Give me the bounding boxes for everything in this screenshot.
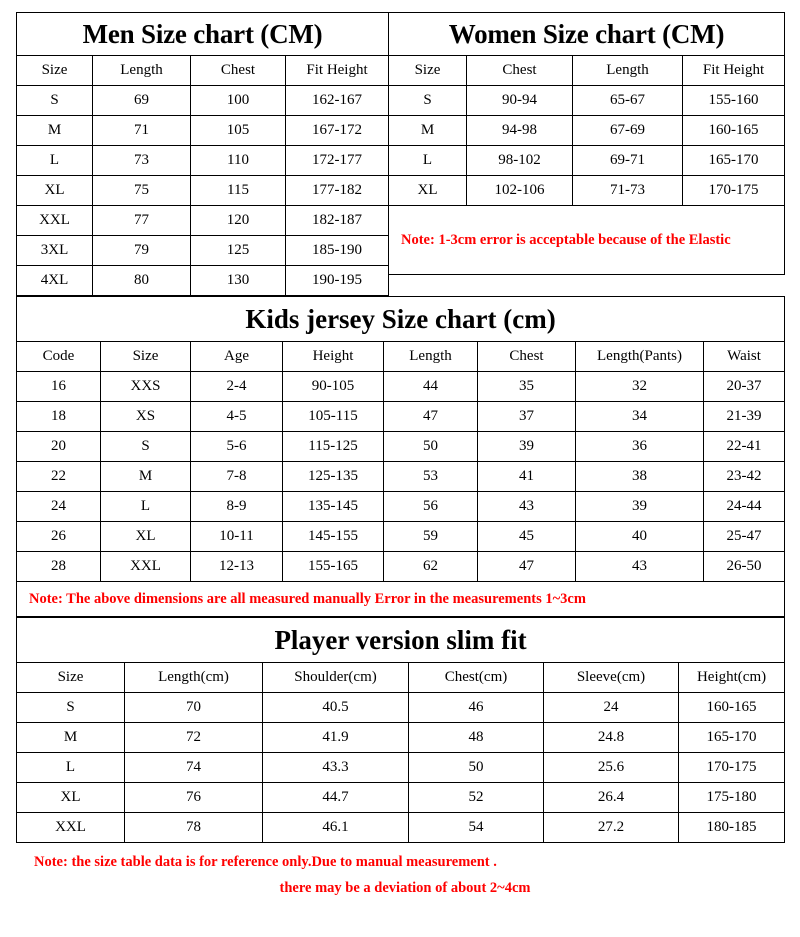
table-row [389, 86, 785, 116]
kids-measurement-note: Note: The above dimensions are all measured manually Error in the measurements 1~3cm [17, 582, 785, 617]
men-header-chest: Chest [191, 56, 286, 86]
cell-height: 105-115 [283, 402, 384, 432]
player-version-table [16, 617, 785, 843]
cell-chest: 48 [409, 723, 544, 753]
cell-length: 74 [125, 753, 263, 783]
cell-length: 65-67 [573, 86, 683, 116]
cell-length: 62 [384, 552, 478, 582]
cell-shoulder: 41.9 [263, 723, 409, 753]
top-charts-row [16, 12, 784, 296]
cell-length: 71 [93, 116, 191, 146]
cell-sleeve: 24 [544, 693, 679, 723]
player-title-row [17, 618, 785, 663]
cell-fit-height: 182-187 [286, 206, 389, 236]
cell-size: XXL [101, 552, 191, 582]
cell-size: S [17, 693, 125, 723]
cell-length-pants: 43 [576, 552, 704, 582]
table-row [389, 176, 785, 206]
cell-age: 12-13 [191, 552, 283, 582]
cell-waist: 23-42 [704, 462, 785, 492]
cell-size: XL [101, 522, 191, 552]
men-title-row [17, 13, 389, 56]
cell-height: 125-135 [283, 462, 384, 492]
kids-note-row [17, 582, 785, 617]
cell-fit-height: 170-175 [683, 176, 785, 206]
cell-length: 59 [384, 522, 478, 552]
cell-chest: 46 [409, 693, 544, 723]
table-row [17, 813, 785, 843]
cell-height: 170-175 [679, 753, 785, 783]
cell-size: XL [17, 783, 125, 813]
table-row [17, 116, 389, 146]
cell-age: 2-4 [191, 372, 283, 402]
cell-length: 50 [384, 432, 478, 462]
cell-length: 56 [384, 492, 478, 522]
final-note-line-1: Note: the size table data is for reference only.Due to manual measurement . [34, 854, 497, 870]
women-header-fit-height: Fit Height [683, 56, 785, 86]
women-note-row [389, 206, 785, 275]
cell-chest: 110 [191, 146, 286, 176]
cell-code: 18 [17, 402, 101, 432]
cell-fit-height: 172-177 [286, 146, 389, 176]
cell-chest: 41 [478, 462, 576, 492]
cell-size: L [389, 146, 467, 176]
cell-length-pants: 36 [576, 432, 704, 462]
cell-waist: 26-50 [704, 552, 785, 582]
cell-shoulder: 43.3 [263, 753, 409, 783]
men-header-row [17, 56, 389, 86]
cell-length: 69 [93, 86, 191, 116]
kids-header-size: Size [101, 342, 191, 372]
kids-header-row [17, 342, 785, 372]
kids-header-waist: Waist [704, 342, 785, 372]
table-row [17, 693, 785, 723]
cell-size: M [17, 723, 125, 753]
cell-fit-height: 160-165 [683, 116, 785, 146]
cell-waist: 25-47 [704, 522, 785, 552]
cell-fit-height: 155-160 [683, 86, 785, 116]
player-chart-title: Player version slim fit [17, 618, 785, 663]
table-row [17, 146, 389, 176]
table-row [17, 522, 785, 552]
men-chart-title: Men Size chart (CM) [17, 13, 389, 56]
kids-title-row [17, 297, 785, 342]
table-row [389, 146, 785, 176]
cell-size: XXL [17, 206, 93, 236]
cell-chest: 52 [409, 783, 544, 813]
table-row [17, 723, 785, 753]
kids-header-length-pants: Length(Pants) [576, 342, 704, 372]
table-row [17, 372, 785, 402]
cell-shoulder: 46.1 [263, 813, 409, 843]
table-row [17, 86, 389, 116]
cell-chest: 39 [478, 432, 576, 462]
cell-size: XL [389, 176, 467, 206]
cell-size: 3XL [17, 236, 93, 266]
cell-chest: 43 [478, 492, 576, 522]
cell-size: XXS [101, 372, 191, 402]
cell-waist: 22-41 [704, 432, 785, 462]
cell-length-pants: 32 [576, 372, 704, 402]
table-row [17, 432, 785, 462]
cell-size: M [17, 116, 93, 146]
cell-chest: 102-106 [467, 176, 573, 206]
cell-code: 24 [17, 492, 101, 522]
cell-size: L [17, 753, 125, 783]
cell-age: 8-9 [191, 492, 283, 522]
cell-fit-height: 185-190 [286, 236, 389, 266]
cell-length: 80 [93, 266, 191, 296]
cell-size: XL [17, 176, 93, 206]
cell-length: 47 [384, 402, 478, 432]
cell-chest: 54 [409, 813, 544, 843]
final-note-line-2: there may be a deviation of about 2~4cm [279, 880, 531, 896]
cell-age: 10-11 [191, 522, 283, 552]
cell-waist: 24-44 [704, 492, 785, 522]
table-row [17, 492, 785, 522]
cell-length: 75 [93, 176, 191, 206]
cell-size: XXL [17, 813, 125, 843]
kids-header-chest: Chest [478, 342, 576, 372]
cell-chest: 47 [478, 552, 576, 582]
player-header-size: Size [17, 663, 125, 693]
table-row [17, 176, 389, 206]
men-size-table [16, 12, 389, 296]
cell-length: 44 [384, 372, 478, 402]
cell-code: 22 [17, 462, 101, 492]
women-title-row [389, 13, 785, 56]
cell-height: 135-145 [283, 492, 384, 522]
cell-size: L [101, 492, 191, 522]
cell-sleeve: 24.8 [544, 723, 679, 753]
cell-length: 78 [125, 813, 263, 843]
table-row [17, 266, 389, 296]
cell-code: 26 [17, 522, 101, 552]
cell-size: S [101, 432, 191, 462]
table-row [17, 753, 785, 783]
cell-height: 160-165 [679, 693, 785, 723]
cell-age: 5-6 [191, 432, 283, 462]
cell-sleeve: 25.6 [544, 753, 679, 783]
women-header-chest: Chest [467, 56, 573, 86]
women-header-row [389, 56, 785, 86]
kids-size-chart [16, 296, 784, 617]
kids-header-length: Length [384, 342, 478, 372]
player-header-sleeve: Sleeve(cm) [544, 663, 679, 693]
cell-waist: 21-39 [704, 402, 785, 432]
cell-code: 20 [17, 432, 101, 462]
cell-fit-height: 190-195 [286, 266, 389, 296]
cell-height: 115-125 [283, 432, 384, 462]
cell-age: 7-8 [191, 462, 283, 492]
table-row [17, 462, 785, 492]
cell-fit-height: 165-170 [683, 146, 785, 176]
cell-fit-height: 167-172 [286, 116, 389, 146]
cell-length: 71-73 [573, 176, 683, 206]
cell-size: M [389, 116, 467, 146]
kids-size-table [16, 296, 785, 617]
final-disclaimer-note [16, 843, 784, 901]
cell-size: M [101, 462, 191, 492]
women-chart-title: Women Size chart (CM) [389, 13, 785, 56]
player-version-chart [16, 617, 784, 843]
cell-length-pants: 39 [576, 492, 704, 522]
player-header-height: Height(cm) [679, 663, 785, 693]
women-header-size: Size [389, 56, 467, 86]
cell-length: 67-69 [573, 116, 683, 146]
cell-size: S [389, 86, 467, 116]
cell-size: XS [101, 402, 191, 432]
cell-height: 180-185 [679, 813, 785, 843]
men-header-length: Length [93, 56, 191, 86]
cell-chest: 37 [478, 402, 576, 432]
table-row [17, 402, 785, 432]
cell-length: 79 [93, 236, 191, 266]
cell-chest: 105 [191, 116, 286, 146]
women-size-chart [388, 12, 784, 275]
cell-sleeve: 27.2 [544, 813, 679, 843]
cell-shoulder: 40.5 [263, 693, 409, 723]
cell-chest: 45 [478, 522, 576, 552]
cell-chest: 90-94 [467, 86, 573, 116]
player-header-row [17, 663, 785, 693]
cell-age: 4-5 [191, 402, 283, 432]
cell-length: 73 [93, 146, 191, 176]
cell-size: 4XL [17, 266, 93, 296]
cell-chest: 35 [478, 372, 576, 402]
cell-fit-height: 177-182 [286, 176, 389, 206]
cell-chest: 120 [191, 206, 286, 236]
men-header-size: Size [17, 56, 93, 86]
cell-shoulder: 44.7 [263, 783, 409, 813]
cell-waist: 20-37 [704, 372, 785, 402]
cell-height: 165-170 [679, 723, 785, 753]
cell-height: 90-105 [283, 372, 384, 402]
table-row [389, 116, 785, 146]
cell-length: 70 [125, 693, 263, 723]
player-header-shoulder: Shoulder(cm) [263, 663, 409, 693]
cell-length: 72 [125, 723, 263, 753]
cell-chest: 100 [191, 86, 286, 116]
cell-size: S [17, 86, 93, 116]
table-row [17, 783, 785, 813]
cell-chest: 98-102 [467, 146, 573, 176]
kids-chart-title: Kids jersey Size chart (cm) [17, 297, 785, 342]
cell-fit-height: 162-167 [286, 86, 389, 116]
cell-sleeve: 26.4 [544, 783, 679, 813]
cell-chest: 94-98 [467, 116, 573, 146]
cell-height: 155-165 [283, 552, 384, 582]
cell-length: 77 [93, 206, 191, 236]
women-elastic-note: Note: 1-3cm error is acceptable because of the Elastic [389, 206, 785, 275]
kids-header-code: Code [17, 342, 101, 372]
table-row [17, 236, 389, 266]
cell-length: 53 [384, 462, 478, 492]
cell-length: 69-71 [573, 146, 683, 176]
cell-chest: 130 [191, 266, 286, 296]
cell-chest: 50 [409, 753, 544, 783]
men-size-chart [16, 12, 388, 296]
cell-length: 76 [125, 783, 263, 813]
kids-header-age: Age [191, 342, 283, 372]
cell-length-pants: 38 [576, 462, 704, 492]
cell-height: 145-155 [283, 522, 384, 552]
cell-length-pants: 40 [576, 522, 704, 552]
cell-code: 28 [17, 552, 101, 582]
cell-height: 175-180 [679, 783, 785, 813]
player-header-length: Length(cm) [125, 663, 263, 693]
cell-chest: 115 [191, 176, 286, 206]
table-row [17, 552, 785, 582]
men-header-fit-height: Fit Height [286, 56, 389, 86]
cell-code: 16 [17, 372, 101, 402]
women-header-length: Length [573, 56, 683, 86]
cell-chest: 125 [191, 236, 286, 266]
table-row [17, 206, 389, 236]
women-size-table [388, 12, 785, 275]
cell-length-pants: 34 [576, 402, 704, 432]
cell-size: L [17, 146, 93, 176]
player-header-chest: Chest(cm) [409, 663, 544, 693]
kids-header-height: Height [283, 342, 384, 372]
